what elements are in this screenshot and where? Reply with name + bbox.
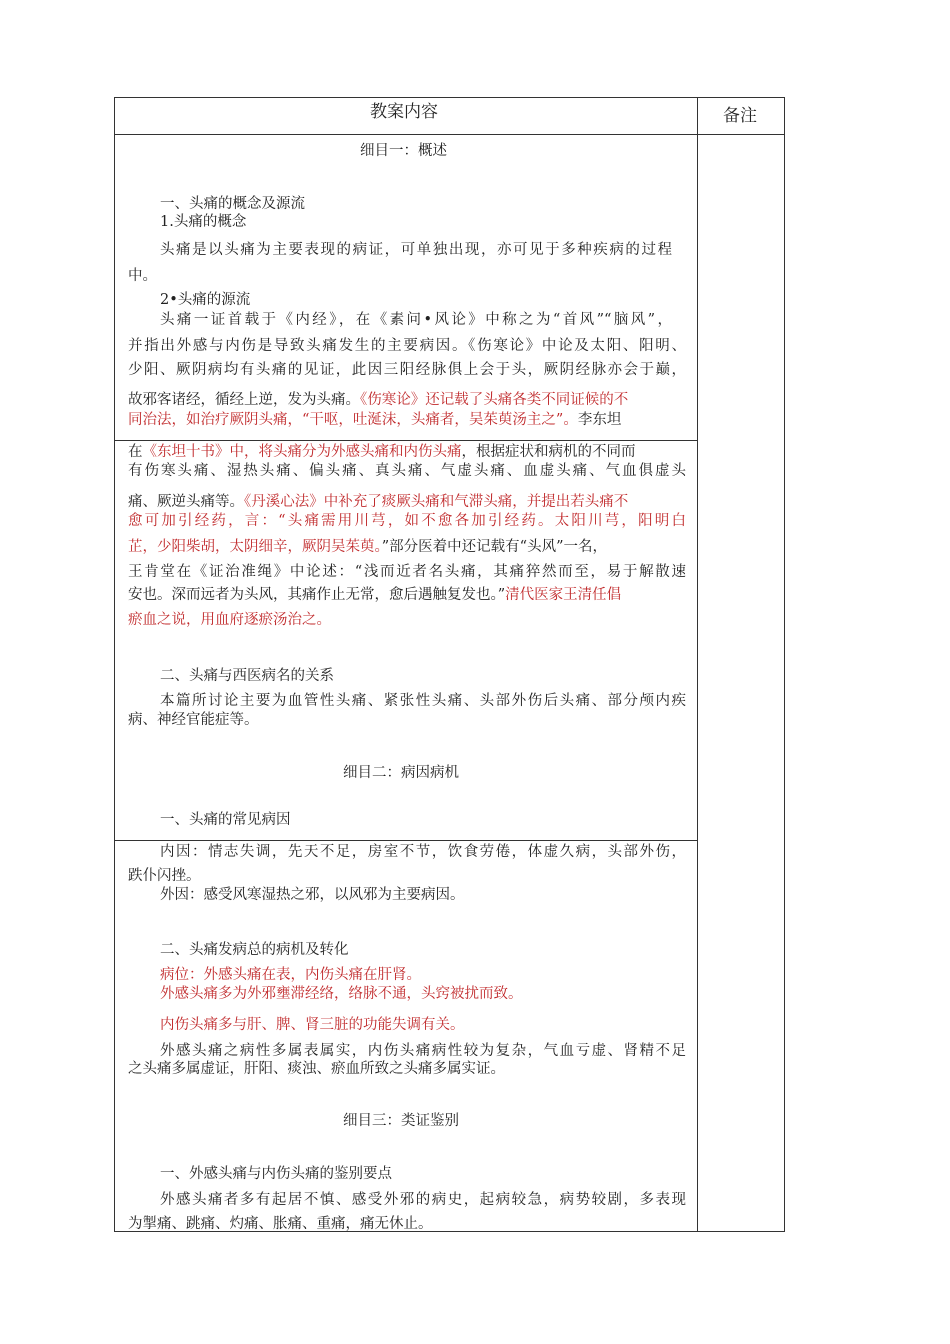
emphasis-line: 愈可加引经药，言：“头痛需用川芎，如不愈各加引经药。太阳川芎，阳明白 — [128, 513, 686, 529]
emphasis-text: 清代医家王清任倡 — [505, 587, 622, 603]
paragraph-line: 王肯堂在《证治准绳》中论述：“浅而近者名头痛，其痛猝然而至，易于解散速 — [128, 564, 686, 580]
subheading: 一、头痛的常见病因 — [160, 812, 291, 828]
paragraph-line: 本篇所讨论主要为血管性头痛、紧张性头痛、头部外伤后头痛、部分颅内疾 — [160, 693, 686, 709]
paragraph-line: 安也。深而远者为头风，其痛作止无常，愈后遇触复发也。”清代医家王清任倡 — [128, 587, 622, 603]
subheading: 1.头痛的概念 — [160, 214, 247, 230]
emphasis-text: 同治法，如治疗厥阴头痛，“干呕，吐涎沫，头痛者，吴茱萸汤主之”。 — [128, 412, 578, 428]
subheading: 2•头痛的源流 — [160, 292, 251, 308]
emphasis-text: 芷，少阳柴胡，太阴细辛，厥阴吴茱萸。 — [128, 539, 382, 555]
emphasis-text: 《伤寒论》还记载了头痛各类不同证候的不 — [360, 392, 629, 408]
paragraph-line: 头痛是以头痛为主要表现的病证，可单独出现，亦可见于多种疾病的过程 — [160, 242, 672, 258]
paragraph-line: 外感头痛者多有起居不慎、感受外邪的病史，起病较急，病势较剧，多表现 — [160, 1192, 686, 1208]
paragraph-line: 外因：感受风寒湿热之邪，以风邪为主要病因。 — [160, 887, 465, 903]
section-heading: 细目一：概述 — [360, 143, 447, 159]
emphasis-text: 《东坦十书》中，将头痛分为外感头痛和内伤头痛 — [142, 444, 462, 460]
subheading: 一、头痛的概念及源流 — [160, 196, 305, 212]
page-break-rule-2 — [114, 840, 698, 841]
emphasis-line: 病位：外感头痛在表，内伤头痛在肝肾。 — [160, 967, 421, 983]
emphasis-line: 外感头痛多为外邪壅滞经络，络脉不通，头窍被扰而致。 — [160, 986, 523, 1002]
paragraph-line: 为掣痛、跳痛、灼痛、胀痛、重痛，痛无休止。 — [128, 1216, 433, 1232]
paragraph-line: 外感头痛之病性多属表属实，内伤头痛病性较为复杂，气血亏虚、肾精不足 — [160, 1043, 686, 1059]
subheading: 二、头痛发病总的病机及转化 — [160, 942, 349, 958]
section-heading: 细目二：病因病机 — [343, 765, 459, 781]
paragraph-line: 头痛一证首载于《内经》，在《素问•风论》中称之为“首风”“脑风”， — [160, 312, 672, 328]
paragraph-line: 中。 — [128, 268, 157, 284]
paragraph-line: 同治法，如治疗厥阴头痛，“干呕，吐涎沫，头痛者，吴茱萸汤主之”。李东坦 — [128, 412, 622, 428]
paragraph-line: 跌仆闪挫。 — [128, 868, 201, 884]
paragraph-line: 故邪客诸经，循经上逆，发为头痛。《伤寒论》还记载了头痛各类不同证候的不 — [128, 392, 629, 408]
content-column-title: 教案内容 — [370, 102, 438, 122]
emphasis-line: 瘀血之说，用血府逐瘀汤治之。 — [128, 612, 331, 628]
paragraph-line: 之头痛多属虚证，肝阳、痰浊、瘀血所致之头痛多属实证。 — [128, 1061, 505, 1077]
paragraph-line: 芷，少阳柴胡，太阴细辛，厥阴吴茱萸。”部分医着中还记载有“头风”一名， — [128, 539, 607, 555]
paragraph-line: 并指出外感与内伤是导致头痛发生的主要病因。《伤寒论》中论及太阳、阳明、 — [128, 338, 686, 354]
page-break-rule-1 — [114, 440, 698, 441]
paragraph-line: 病、神经官能症等。 — [128, 712, 259, 728]
subheading: 二、头痛与西医病名的关系 — [160, 668, 334, 684]
column-divider — [697, 97, 698, 1232]
section-heading: 细目三：类证鉴别 — [343, 1113, 459, 1129]
emphasis-text: 《丹溪心法》中补充了痰厥头痛和气滞头痛，并提出若头痛不 — [244, 494, 629, 510]
paragraph-line: 少阳、厥阴病均有头痛的见证，此因三阳经脉俱上会于头，厥阴经脉亦会于巅， — [128, 362, 686, 378]
subheading: 一、外感头痛与内伤头痛的鉴别要点 — [160, 1166, 392, 1182]
header-rule — [114, 134, 785, 135]
paragraph-line: 痛、厥逆头痛等。《丹溪心法》中补充了痰厥头痛和气滞头痛，并提出若头痛不 — [128, 494, 629, 510]
emphasis-line: 内伤头痛多与肝、脾、肾三脏的功能失调有关。 — [160, 1017, 465, 1033]
paragraph-line: 有伤寒头痛、湿热头痛、偏头痛、真头痛、气虚头痛、血虚头痛、气血俱虚头 — [128, 463, 686, 479]
paragraph-line: 在《东坦十书》中，将头痛分为外感头痛和内伤头痛，根据症状和病机的不同而 — [128, 444, 636, 460]
remarks-column-title: 备注 — [723, 106, 757, 126]
paragraph-line: 内因：情志失调，先天不足，房室不节，饮食劳倦，体虚久病，头部外伤， — [160, 844, 686, 860]
